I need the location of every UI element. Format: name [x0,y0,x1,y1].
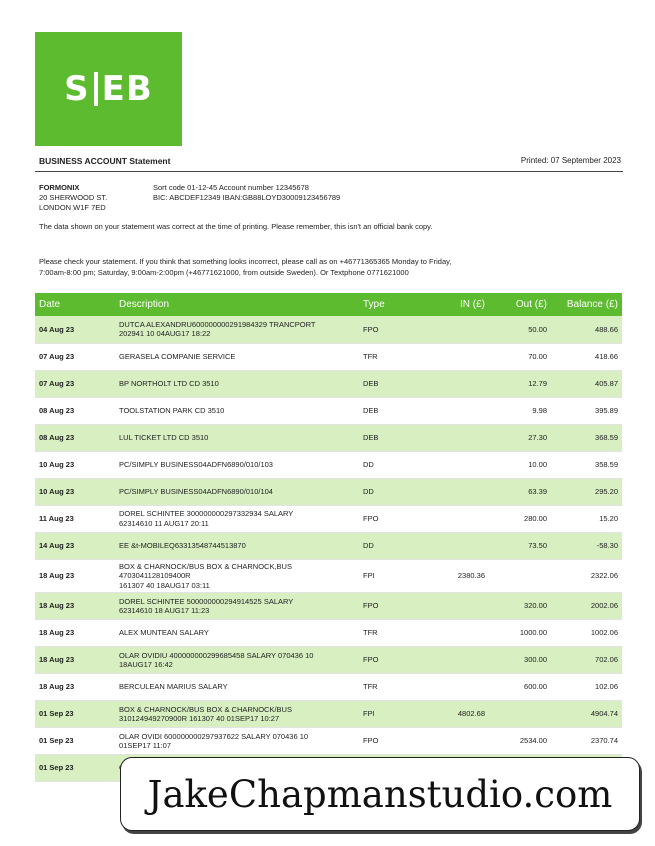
table-row [35,478,622,505]
cell-out: 300.00 [524,655,547,665]
cell-balance: -58.30 [596,540,618,550]
cell-in [429,370,489,397]
address-line-2: LONDON W1F 7ED [39,203,106,212]
cell-description: ALEX MUNTEAN SALARY [119,628,209,638]
table-row [35,620,622,647]
cell-out: 10.00 [528,459,547,469]
table-row [35,559,622,593]
cell-balance: 488.66 [595,324,618,334]
cell-type: DD [363,540,374,550]
cell-date: 10 Aug 23 [39,486,75,496]
cell-balance: 395.89 [595,405,618,415]
cell-balance: 4904.74 [590,709,618,719]
cell-balance: 15.20 [599,513,618,523]
cell-type: DD [363,459,374,469]
table-row [35,424,622,451]
cell-balance: 358.59 [595,459,618,469]
cell-out: 12.79 [528,378,547,388]
table-row [35,701,622,728]
cell-description: PC/SIMPLY BUSINESS04ADFN6890/010/104 [119,486,273,496]
cell-type: FPO [363,736,379,746]
cell-description: DOREL SCHINTEE 500000000294914525 SALARY 62314610 18 AUG17 11:23 [119,596,294,615]
cell-type: DEB [363,378,379,388]
cell-date: 01 Sep 23 [39,736,74,746]
cell-in [429,728,489,755]
sort-code-account: Sort code 01-12-45 Account number 12345678 [153,183,309,192]
header-divider [35,171,623,172]
cell-out: 600.00 [524,682,547,692]
cell-balance: 418.66 [595,351,618,361]
cell-date: 07 Aug 23 [39,378,75,388]
cell-out: 280.00 [524,513,547,523]
cell-date: 18 Aug 23 [39,571,75,580]
bank-logo [35,32,182,146]
cell-out: 1000.00 [519,628,547,638]
cell-out: 70.00 [528,351,547,361]
logo-wordmark [64,69,153,109]
cell-date: 18 Aug 23 [39,655,75,665]
account-details [153,183,340,203]
cell-date: 01 Sep 23 [39,763,74,773]
cell-balance: 2370.74 [590,736,618,746]
table-row [35,397,622,424]
cell-description: BOX & CHARNOCK/BUS BOX & CHARNOCK/BUS 310124949270900R 161307 40 01SEP17 10:27 [119,704,292,723]
address-line-1: 20 SHERWOOD ST. [39,193,108,202]
cell-out: 63.39 [528,486,547,496]
cell-type: FPO [363,513,379,523]
cell-balance: 702.06 [595,655,618,665]
table-row [35,343,622,370]
cell-balance: 405.87 [595,378,618,388]
cell-in [429,451,489,478]
table-row [35,532,622,559]
cell-description: DOREL SCHINTEE 300000000297332934 SALARY 62314610 11 AUG17 20:11 [119,509,294,528]
cell-out: 73.50 [528,540,547,550]
cell-type: DEB [363,432,379,442]
cell-type: TFR [363,682,378,692]
col-balance: Balance (£) [551,293,622,316]
cell-type: TFR [363,628,378,638]
bic-iban: BIC: ABCDEF12349 IBAN:GB88LOYD30009123456789 [153,193,341,202]
cell-date: 18 Aug 23 [39,601,75,611]
cell-out: 27.30 [528,432,547,442]
cell-date: 04 Aug 23 [39,324,75,334]
cell-in [429,647,489,674]
cell-date: 18 Aug 23 [39,682,75,692]
cell-balance: 2322.06 [590,571,618,580]
col-in: IN (£) [429,293,489,316]
cell-description: PC/SIMPLY BUSINESS04ADFN6890/010/103 [119,459,273,469]
col-type: Type [359,293,429,316]
cell-in [429,674,489,701]
cell-date: 08 Aug 23 [39,405,75,415]
cell-in [429,505,489,532]
cell-date: 18 Aug 23 [39,628,75,638]
cell-type: FPO [363,601,379,611]
table-row [35,505,622,532]
cell-date: 11 Aug 23 [39,513,74,523]
statement-title: BUSINESS ACCOUNT Statement [39,156,171,166]
cell-balance: 2002.06 [590,601,618,611]
table-row [35,647,622,674]
cell-type: FPO [363,655,379,665]
cell-in [429,316,489,343]
cell-type: DD [363,486,374,496]
cell-description: GERASELA COMPANIE SERVICE [119,351,236,361]
cell-date: 01 Sep 23 [39,709,74,719]
cell-in: 2380.36 [457,571,485,580]
cell-description: LUL TICKET LTD CD 3510 [119,432,209,442]
col-description: Description [115,293,359,316]
cell-balance: 295.20 [595,486,618,496]
cell-out [489,701,551,728]
cell-description: BOX & CHARNOCK/BUS BOX & CHARNOCK,BUS 4703041128109400R 161307 40 18AUG17 03:11 [119,561,292,590]
cell-in [429,424,489,451]
table-row [35,370,622,397]
cell-in: 4802.68 [457,709,485,719]
cell-type: FPI [363,571,375,580]
cell-type: FPO [363,324,379,334]
cell-date: 08 Aug 23 [39,432,75,442]
cell-description: BERCULEAN MARIUS SALARY [119,682,228,692]
disclaimer-note: The data shown on your statement was correct at the time of printing. Please remember, this isn't an official bank copy. [39,222,433,231]
cell-type: TFR [363,351,378,361]
cell-in [429,532,489,559]
cell-type: DEB [363,405,379,415]
col-out: Out (£) [489,293,551,316]
cell-description: OLAR OVIDI 600000000297937622 SALARY 070436 10 01SEP17 11:07 [119,731,309,750]
logo-letters-eb: EB [101,69,153,109]
cell-out [489,559,551,593]
table-row [35,451,622,478]
watermark-banner: JakeChapmanstudio.com [120,757,640,831]
table-row [35,728,622,755]
cell-in [429,478,489,505]
cell-type: FPI [363,709,375,719]
table-row [35,316,622,343]
cell-description: BP NORTHOLT LTD CD 3510 [119,378,219,388]
logo-separator [94,72,98,106]
cell-out: 2534.00 [519,736,547,746]
company-name: FORMONIX [39,183,80,192]
cell-balance: 368.59 [595,432,618,442]
contact-note: Please check your statement. If you think that something looks incorrect, please call as on +46771365365 Monday to Friday, 7:00am-8:00 pm; Saturday, 9:00am-2:00pm (+46771621000, from outside Sweden). Or Textphone 0771621000 [39,257,452,277]
cell-description: EE &t-MOBILEQ63313548744513870 [119,540,246,550]
cell-description: OLAR OVIDIU 400000000299685458 SALARY 070436 10 18AUG17 16:42 [119,650,314,669]
table-body [35,316,622,782]
cell-in [429,593,489,620]
customer-address [39,183,107,213]
cell-in [429,397,489,424]
table-header-row [35,293,622,316]
cell-date: 10 Aug 23 [39,459,75,469]
table-row [35,674,622,701]
printed-date: Printed: 07 September 2023 [520,156,621,165]
cell-in [429,343,489,370]
cell-out: 50.00 [528,324,547,334]
table-row [35,593,622,620]
logo-letter-s: S [64,69,90,109]
cell-balance: 1002.06 [590,628,618,638]
cell-in [429,620,489,647]
cell-description: DUTCA ALEXANDRU600000000291984329 TRANCPORT 202941 10 04AUG17 18:22 [119,319,316,339]
transactions-table [35,293,622,782]
cell-date: 07 Aug 23 [39,351,75,361]
cell-date: 14 Aug 23 [39,540,75,550]
col-date: Date [35,293,115,316]
cell-out: 320.00 [524,601,547,611]
cell-description: TOOLSTATION PARK CD 3510 [119,405,225,415]
cell-out: 9.98 [532,405,547,415]
cell-balance: 102.06 [595,682,618,692]
